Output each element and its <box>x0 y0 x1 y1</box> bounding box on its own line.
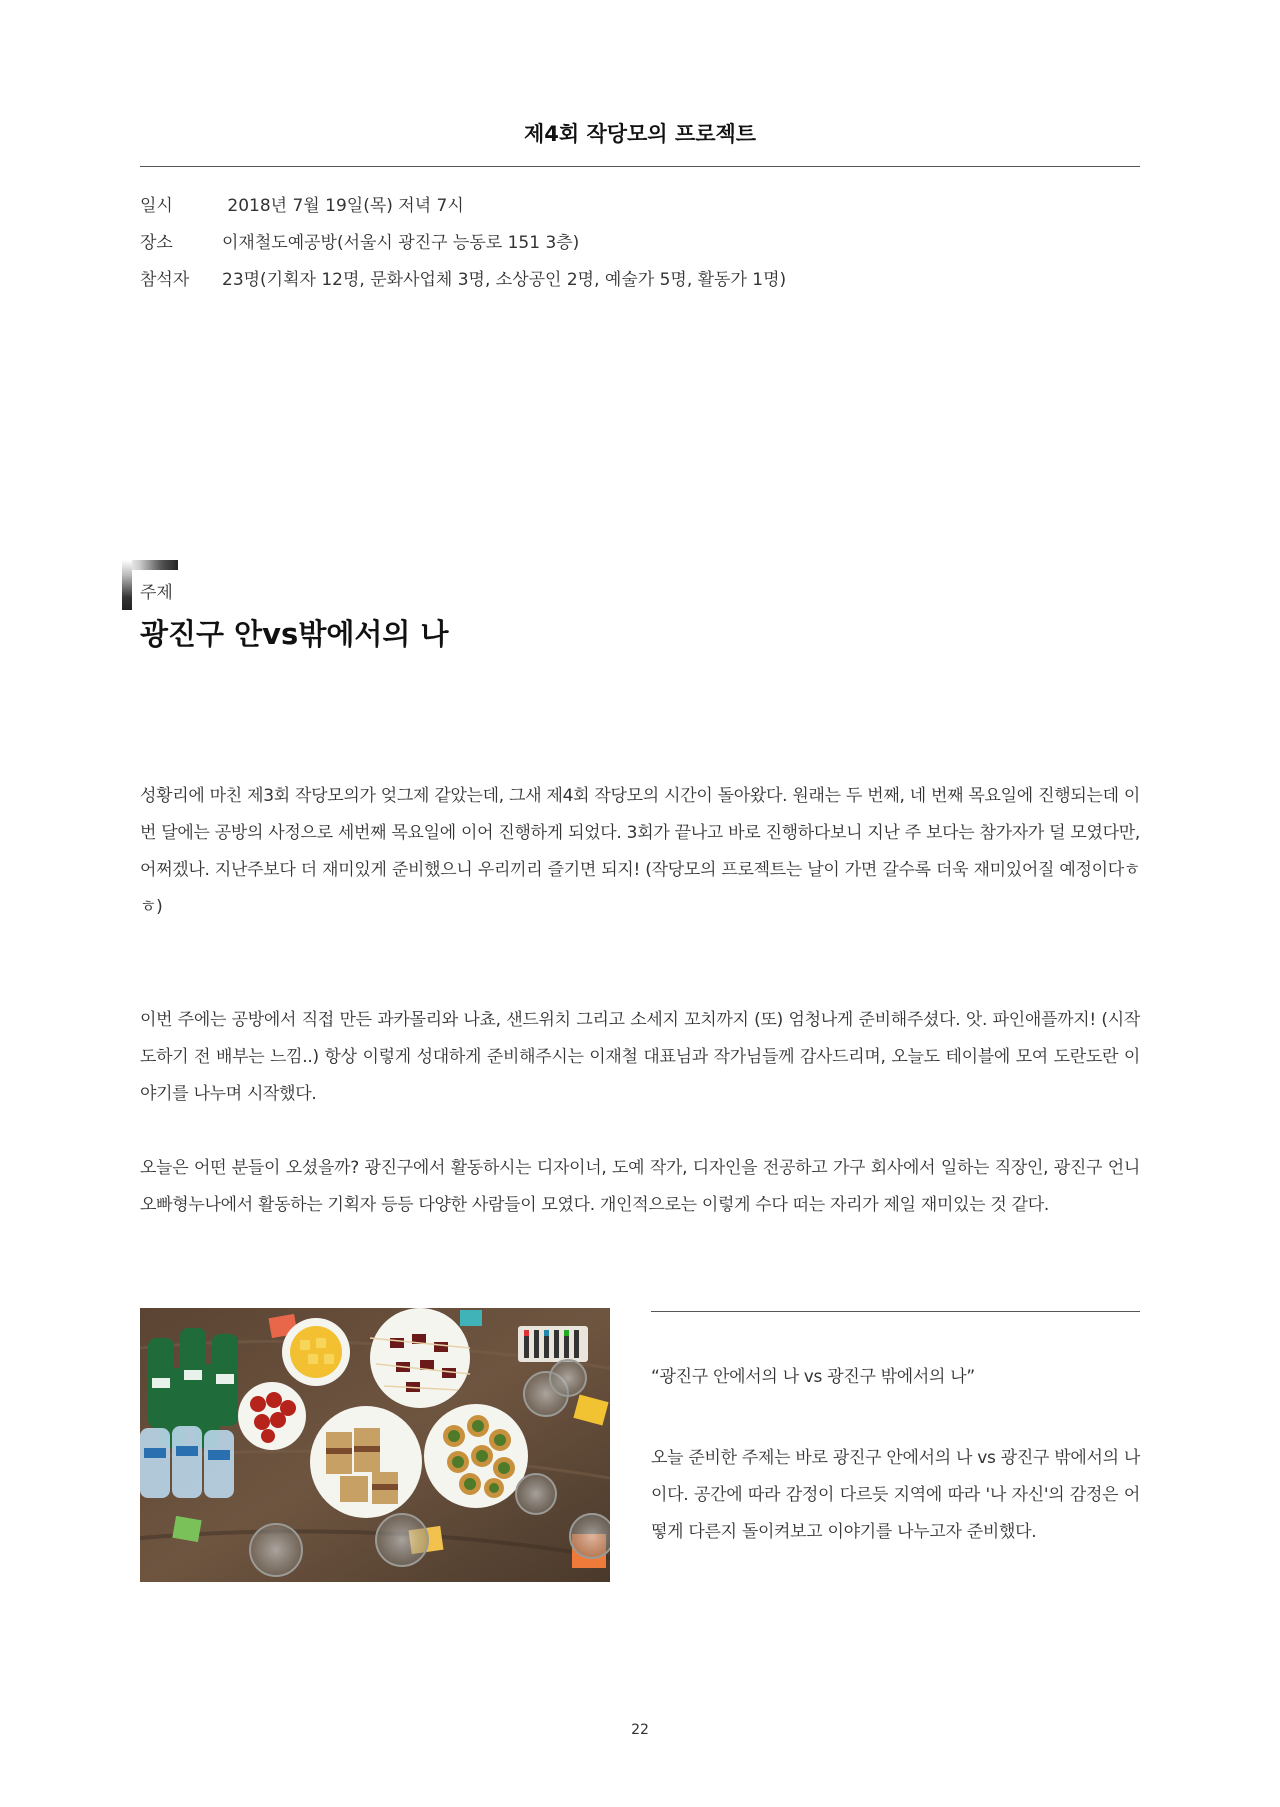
info-row-attendees <box>140 266 786 303</box>
info-value-attendees: 23명(기획자 12명, 문화사업체 3명, 소상공인 2명, 예술가 5명, 활동가 1명) <box>222 270 787 290</box>
info-row-place <box>140 229 786 266</box>
body-paragraph-3: 오늘은 어떤 분들이 오셨을까? 광진구에서 활동하시는 디자이너, 도예 작가, 디자인을 전공하고 가구 회사에서 일하는 직장인, 광진구 언니오빠형누나에서 활동하는 기획자 등등 다양한 사람들이 모였다. 개인적으로는 이렇게 수다 떠는 자리가 제일 재미있는 것 같다. <box>140 1158 1140 1215</box>
party-table-photo <box>140 1308 610 1582</box>
info-label-place: 장소 <box>140 233 173 253</box>
sidebar-divider <box>651 1311 1140 1312</box>
title-divider <box>140 166 1140 167</box>
info-label-attendees: 참석자 <box>140 270 190 290</box>
info-value-place: 이재철도예공방(서울시 광진구 능동로 151 3층) <box>222 233 580 253</box>
info-value-date: 2018년 7월 19일(목) 저녁 7시 <box>222 196 464 216</box>
page-title: 제4회 작당모의 프로젝트 <box>523 122 757 146</box>
theme-description: 오늘 준비한 주제는 바로 광진구 안에서의 나 vs 광진구 밖에서의 나이다. 공간에 따라 감정이 다르듯 지역에 따라 '나 자신'의 감정은 어떻게 다른지 돌이켜보고 이야기를 나누고자 준비했다. <box>651 1448 1140 1542</box>
info-row-date <box>140 192 786 229</box>
page-number: 22 <box>631 1722 649 1738</box>
theme-quote: “광진구 안에서의 나 vs 광진구 밖에서의 나” <box>651 1367 975 1387</box>
body-paragraph-1: 성황리에 마친 제3회 작당모의가 엊그제 같았는데, 그새 제4회 작당모의 시간이 돌아왔다. 원래는 두 번째, 네 번째 목요일에 진행되는데 이번 달에는 공방의 사정으로 세번째 목요일에 이어 진행하게 되었다. 3회가 끝나고 바로 진행하다보니 지난 주 보다는 참가자가 덜 모였다만, 어쩌겠나. 지난주보다 더 재미있게 준비했으니 우리끼리 즐기면 되지! (작당모의 프로젝트는 날이 가면 갈수록 더욱 재미있어질 예정이다ㅎㅎ) <box>140 786 1140 917</box>
theme-label: 주제 <box>140 583 173 603</box>
info-label-date: 일시 <box>140 196 173 216</box>
body-paragraph-2: 이번 주에는 공방에서 직접 만든 과카몰리와 나쵸, 샌드위치 그리고 소세지 꼬치까지 (또) 엄청나게 준비해주셨다. 앗. 파인애플까지! (시작도하기 전 배부는 느낌..) 항상 이렇게 성대하게 준비해주시는 이재철 대표님과 작가님들께 감사드리며, 오늘도 테이블에 모여 도란도란 이야기를 나누며 시작했다. <box>140 1010 1140 1104</box>
theme-title: 광진구 안vs밖에서의 나 <box>140 617 449 651</box>
event-info <box>140 192 786 303</box>
